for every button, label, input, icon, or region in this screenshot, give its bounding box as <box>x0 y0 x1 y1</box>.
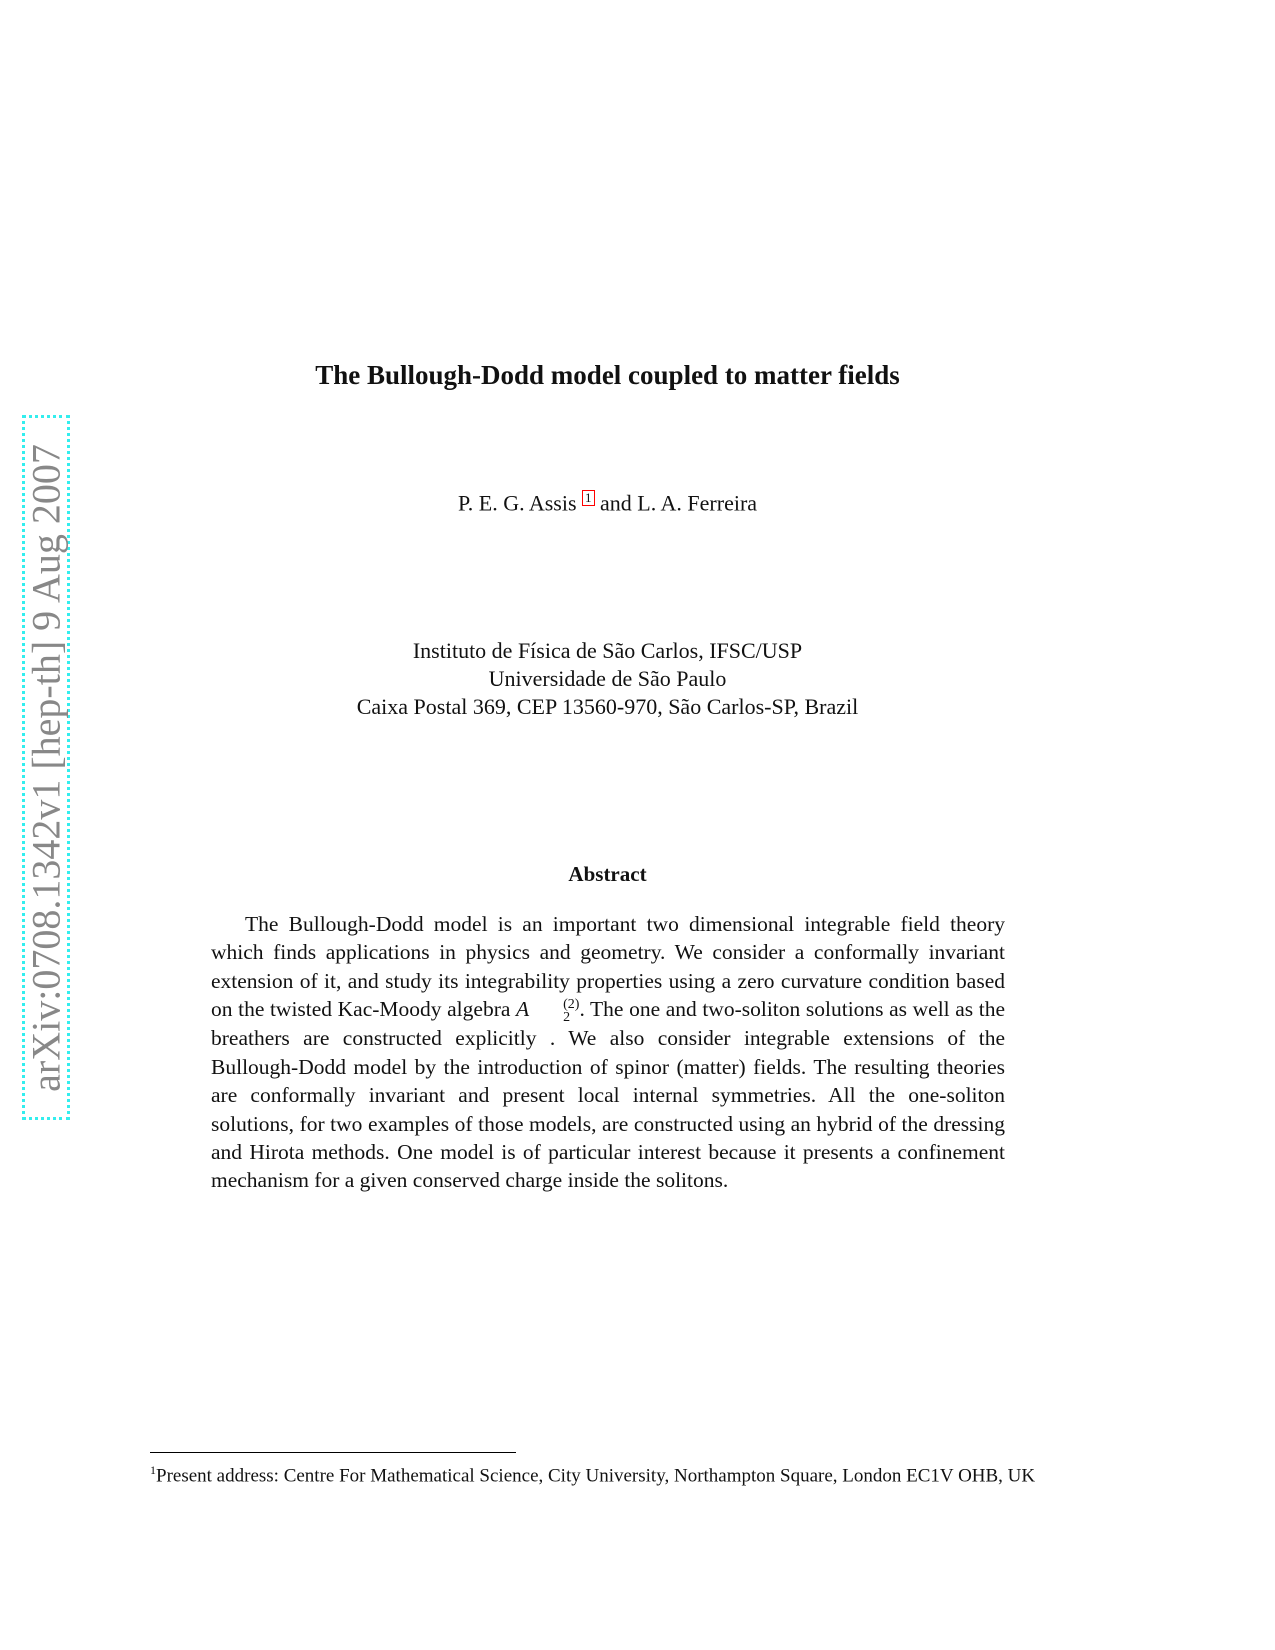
footnote-text: Present address: Centre For Mathematical Science, City University, Northampton Square, London EC1V OHB, UK <box>156 1465 1036 1487</box>
abstract-text <box>211 910 1005 1195</box>
author-2: and L. A. Ferreira <box>600 490 758 516</box>
affiliation-line: Instituto de Física de São Carlos, IFSC/USP <box>412 638 803 663</box>
affiliation-line: Caixa Postal 369, CEP 13560-970, São Carlos-SP, Brazil <box>356 694 859 719</box>
paper-title: The Bullough-Dodd model coupled to matter fields <box>315 360 900 390</box>
math-symbol: A <box>516 997 530 1022</box>
abstract-heading: Abstract <box>568 862 647 886</box>
arxiv-stamp <box>22 415 70 1120</box>
footnote-mark: 1 <box>150 1463 156 1477</box>
abstract-part: . The one and two-soliton solutions as well as the breathers are constructed explicitly . We also consider integrable extensions of the Bullough-Dodd model by the introduction of spinor (matter) fields. The resulting theories are conformally invariant and present local internal symmetries. All the one-soliton solutions, for two examples of those models, are constructed using an hybrid of the dressing and Hirota methods. One model is of particular interest because it presents a confinement mechanism for a given conserved charge inside the solitons. <box>211 997 1006 1193</box>
abstract-part: The Bullough-Dodd model is an important two dimensional integrable field theory which finds applications in physics and geometry. We consider a conformally invariant extension of it, and study its integrability properties using a zero curvature condition based on the twisted Kac-Moody algebra <box>211 912 1005 1022</box>
authors <box>0 490 1215 516</box>
footnote-link[interactable]: 1 <box>582 490 595 506</box>
footnote-rule <box>150 1452 516 1453</box>
author-1: P. E. G. Assis <box>457 490 577 516</box>
arxiv-id: arXiv:0708.1342v1 [hep-th] 9 Aug 2007 <box>23 443 69 1092</box>
math-sup: (2) <box>563 997 580 1013</box>
affiliation <box>0 637 1215 721</box>
footnote <box>150 1458 1070 1488</box>
math-sub: 2 <box>563 1010 571 1026</box>
affiliation-line: Universidade de São Paulo <box>488 666 727 691</box>
